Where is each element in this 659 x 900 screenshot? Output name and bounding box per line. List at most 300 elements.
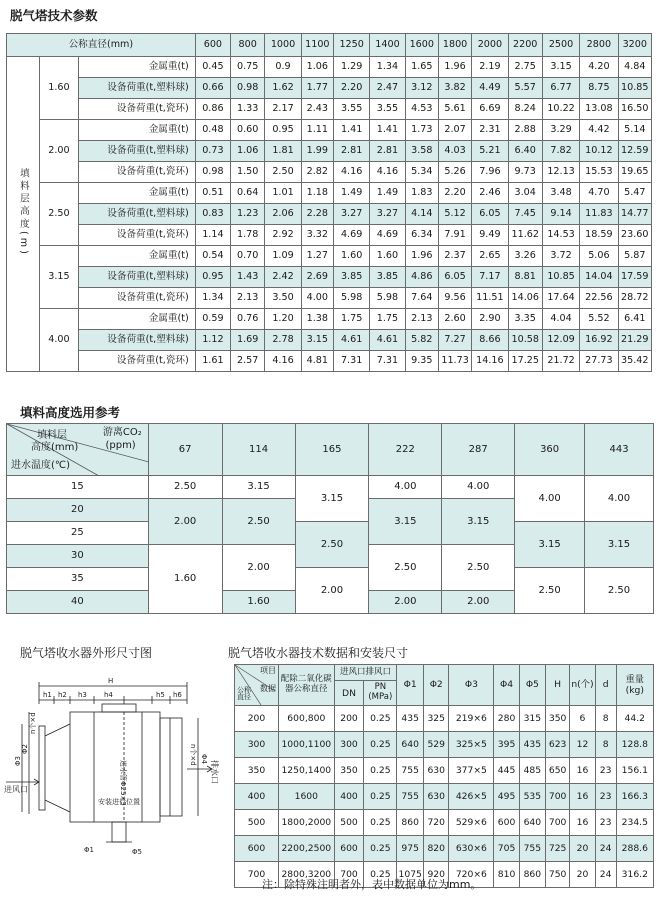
section4-title: 脱气塔收水器技术数据和安装尺寸	[228, 646, 409, 660]
data-cell: 0.25	[364, 862, 397, 888]
temp-30: 30	[7, 545, 149, 568]
data-cell: 860	[519, 862, 545, 888]
value-cell: 0.48	[195, 120, 230, 141]
data-cell: 1250,1400	[278, 758, 334, 784]
data-cell: 395	[494, 732, 519, 758]
value-cell: 12.59	[618, 141, 651, 162]
dim-h1: h1	[43, 691, 52, 699]
value-cell: 2.50	[265, 162, 301, 183]
height-selection-table	[6, 423, 654, 614]
value-cell: 9.35	[405, 351, 438, 372]
value-cell: 3.82	[438, 78, 471, 99]
diameter-header-cell: 2200	[508, 34, 542, 57]
value-cell: 2.88	[508, 120, 542, 141]
diameter-header-cell: 1600	[405, 34, 438, 57]
t3-col-d5: Φ5	[519, 665, 545, 706]
cell: 2.50	[585, 568, 654, 614]
value-cell: 6.69	[472, 99, 508, 120]
corner-co2-label: 游离CO₂	[102, 427, 142, 438]
co2-114: 114	[222, 424, 295, 476]
value-cell: 6.05	[472, 204, 508, 225]
value-cell: 3.48	[542, 183, 579, 204]
value-cell: 1.75	[333, 309, 369, 330]
value-cell: 14.06	[508, 288, 542, 309]
value-cell: 2.13	[405, 309, 438, 330]
value-cell: 3.04	[508, 183, 542, 204]
t3-corner-c: 公称直径	[237, 686, 251, 702]
value-cell: 2.42	[265, 267, 301, 288]
value-cell: 7.27	[438, 330, 471, 351]
value-cell: 21.29	[618, 330, 651, 351]
value-cell: 7.45	[508, 204, 542, 225]
data-cell: 700	[546, 810, 570, 836]
data-cell: 1075	[397, 862, 424, 888]
value-cell: 4.16	[333, 162, 369, 183]
data-cell: 755	[397, 784, 424, 810]
table-row	[235, 784, 654, 810]
data-cell: 12	[570, 732, 595, 758]
diameter-header-cell: 1100	[301, 34, 333, 57]
data-cell: 0.25	[364, 810, 397, 836]
table-row	[7, 351, 652, 372]
section2-title: 填料高度选用参考	[20, 405, 121, 420]
data-cell: 400	[235, 784, 279, 810]
t3-col-d4: Φ4	[494, 665, 519, 706]
value-cell: 1.34	[370, 57, 405, 78]
value-cell: 2.82	[301, 162, 333, 183]
cell: 2.50	[442, 545, 515, 591]
co2-360: 360	[515, 424, 585, 476]
t3-corner-a: 项目	[259, 666, 276, 675]
value-cell: 2.81	[370, 141, 405, 162]
data-cell: 755	[519, 836, 545, 862]
value-cell: 1.96	[438, 57, 471, 78]
data-cell: 0.25	[364, 836, 397, 862]
value-cell: 2.75	[508, 57, 542, 78]
dim-d5: Φ5	[132, 848, 142, 856]
value-cell: 1.11	[301, 120, 333, 141]
value-cell: 0.66	[195, 78, 230, 99]
data-cell: 0.25	[364, 706, 397, 732]
data-cell: 20	[570, 836, 595, 862]
value-cell: 4.61	[370, 330, 405, 351]
value-cell: 4.49	[472, 78, 508, 99]
dim-pipe: 进水管Φ25×3	[119, 760, 127, 806]
data-cell: 426×5	[449, 784, 494, 810]
height-group-label: 4.00	[40, 309, 78, 372]
value-cell: 1.14	[195, 225, 230, 246]
value-cell: 0.73	[195, 141, 230, 162]
value-cell: 4.70	[580, 183, 618, 204]
dim-d2: Φ2	[21, 744, 29, 754]
data-cell: 500	[334, 810, 364, 836]
row-label: 金属重(t)	[78, 246, 195, 267]
row-label: 设备荷重(t,塑料球)	[78, 141, 195, 162]
diameter-header-cell: 600	[195, 34, 230, 57]
data-cell: 350	[235, 758, 279, 784]
collector-outline-drawing	[2, 664, 224, 864]
cell: 2.00	[369, 591, 442, 614]
data-cell: 350	[334, 758, 364, 784]
row-label: 设备荷重(t,瓷环)	[78, 288, 195, 309]
table-row	[7, 78, 652, 99]
value-cell: 1.41	[370, 120, 405, 141]
value-cell: 17.59	[618, 267, 651, 288]
value-cell: 1.73	[405, 120, 438, 141]
footnote: 注：除特殊注明者外，表中数据单位为mm。	[262, 878, 482, 891]
data-cell: 325	[424, 706, 449, 732]
cell: 3.15	[585, 522, 654, 568]
value-cell: 5.34	[405, 162, 438, 183]
data-cell: 810	[494, 862, 519, 888]
dim-nd-right: n个×d	[189, 744, 197, 766]
dim-h3: h3	[78, 691, 87, 699]
data-cell: 200	[235, 706, 279, 732]
value-cell: 8.66	[472, 330, 508, 351]
value-cell: 1.49	[370, 183, 405, 204]
data-cell: 630	[424, 784, 449, 810]
data-cell: 2800,3200	[278, 862, 334, 888]
value-cell: 6.34	[405, 225, 438, 246]
data-cell: 16	[570, 810, 595, 836]
data-cell: 650	[546, 758, 570, 784]
value-cell: 4.20	[580, 57, 618, 78]
value-cell: 10.58	[508, 330, 542, 351]
data-cell: 377×5	[449, 758, 494, 784]
data-cell: 325×5	[449, 732, 494, 758]
row-label: 金属重(t)	[78, 183, 195, 204]
corner-co2-unit: (ppm)	[105, 440, 136, 451]
value-cell: 1.43	[231, 267, 265, 288]
value-cell: 7.82	[542, 141, 579, 162]
value-cell: 12.09	[542, 330, 579, 351]
value-cell: 4.03	[438, 141, 471, 162]
height-group-label: 1.60	[40, 57, 78, 120]
t3-col-dn: DN	[334, 681, 364, 706]
data-cell: 1600	[278, 784, 334, 810]
value-cell: 0.75	[231, 57, 265, 78]
value-cell: 3.15	[301, 330, 333, 351]
value-cell: 2.57	[231, 351, 265, 372]
data-cell: 725	[546, 836, 570, 862]
data-cell: 8	[595, 732, 616, 758]
value-cell: 7.64	[405, 288, 438, 309]
value-cell: 17.64	[542, 288, 579, 309]
data-cell: 350	[546, 706, 570, 732]
corner-temp-label: 进水温度(℃)	[11, 460, 71, 471]
cell: 2.50	[515, 568, 585, 614]
data-cell: 755	[397, 758, 424, 784]
value-cell: 1.18	[301, 183, 333, 204]
value-cell: 3.85	[333, 267, 369, 288]
value-cell: 3.32	[301, 225, 333, 246]
value-cell: 23.60	[618, 225, 651, 246]
data-cell: 975	[397, 836, 424, 862]
value-cell: 2.69	[301, 267, 333, 288]
data-cell: 280	[494, 706, 519, 732]
data-cell: 435	[397, 706, 424, 732]
value-cell: 1.65	[405, 57, 438, 78]
value-cell: 18.59	[580, 225, 618, 246]
diameter-header-cell: 3200	[618, 34, 651, 57]
value-cell: 0.83	[195, 204, 230, 225]
cell: 3.15	[295, 476, 369, 522]
dim-h6: h6	[173, 691, 182, 699]
t3-col-d2: Φ2	[424, 665, 449, 706]
collector-data-table	[234, 664, 654, 888]
value-cell: 1.01	[265, 183, 301, 204]
value-cell: 35.42	[618, 351, 651, 372]
row-label: 设备荷重(t,塑料球)	[78, 267, 195, 288]
cell: 3.15	[442, 499, 515, 545]
value-cell: 8.81	[508, 267, 542, 288]
table-row	[7, 141, 652, 162]
t3-corner	[235, 665, 279, 706]
value-cell: 3.72	[542, 246, 579, 267]
value-cell: 6.40	[508, 141, 542, 162]
value-cell: 6.77	[542, 78, 579, 99]
data-cell: 1000,1100	[278, 732, 334, 758]
row-label: 设备荷重(t,瓷环)	[78, 99, 195, 120]
value-cell: 16.92	[580, 330, 618, 351]
cell: 2.50	[295, 522, 369, 568]
data-cell: 200	[334, 706, 364, 732]
value-cell: 2.31	[472, 120, 508, 141]
value-cell: 0.95	[265, 120, 301, 141]
value-cell: 5.12	[438, 204, 471, 225]
data-cell: 300	[334, 732, 364, 758]
value-cell: 1.06	[231, 141, 265, 162]
cell: 2.50	[222, 499, 295, 545]
co2-67: 67	[148, 424, 222, 476]
table-row	[7, 246, 652, 267]
value-cell: 14.53	[542, 225, 579, 246]
value-cell: 5.98	[333, 288, 369, 309]
cell: 3.15	[515, 522, 585, 568]
data-cell: 600	[334, 836, 364, 862]
corner-height-label2: 高度(mm)	[31, 442, 79, 453]
data-cell: 23	[595, 810, 616, 836]
dim-d3: Φ3	[14, 756, 22, 766]
data-cell: 820	[424, 836, 449, 862]
side-label-fill-height	[7, 57, 40, 372]
cell: 1.60	[148, 545, 222, 614]
value-cell: 1.09	[265, 246, 301, 267]
value-cell: 9.56	[438, 288, 471, 309]
value-cell: 2.65	[472, 246, 508, 267]
value-cell: 12.13	[542, 162, 579, 183]
row-label: 设备荷重(t,瓷环)	[78, 225, 195, 246]
data-cell: 485	[519, 758, 545, 784]
dim-h2: h2	[58, 691, 67, 699]
value-cell: 4.61	[333, 330, 369, 351]
table-row	[235, 758, 654, 784]
value-cell: 16.50	[618, 99, 651, 120]
table-row	[7, 99, 652, 120]
value-cell: 1.12	[195, 330, 230, 351]
value-cell: 1.27	[301, 246, 333, 267]
data-cell: 166.3	[616, 784, 653, 810]
value-cell: 4.81	[301, 351, 333, 372]
data-cell: 1800,2000	[278, 810, 334, 836]
diameter-header-cell: 1000	[265, 34, 301, 57]
table-row	[235, 836, 654, 862]
value-cell: 15.53	[580, 162, 618, 183]
section3-title: 脱气塔收水器外形尺寸图	[20, 646, 153, 660]
data-cell: 24	[595, 836, 616, 862]
diameter-header-cell: 2800	[580, 34, 618, 57]
value-cell: 6.05	[438, 267, 471, 288]
temp-20: 20	[7, 499, 149, 522]
value-cell: 2.92	[265, 225, 301, 246]
table-row	[7, 57, 652, 78]
data-cell: 630	[424, 758, 449, 784]
value-cell: 2.90	[472, 309, 508, 330]
dim-h4: h4	[104, 691, 113, 699]
value-cell: 1.77	[301, 78, 333, 99]
data-cell: 2200,2500	[278, 836, 334, 862]
data-cell: 750	[546, 862, 570, 888]
value-cell: 1.20	[265, 309, 301, 330]
value-cell: 2.20	[438, 183, 471, 204]
value-cell: 7.31	[370, 351, 405, 372]
height-group-label: 3.15	[40, 246, 78, 309]
row-label: 设备荷重(t,瓷环)	[78, 351, 195, 372]
data-cell: 529	[424, 732, 449, 758]
data-cell: 0.25	[364, 758, 397, 784]
value-cell: 2.78	[265, 330, 301, 351]
co2-443: 443	[585, 424, 654, 476]
value-cell: 4.69	[333, 225, 369, 246]
height-group-label: 2.50	[40, 183, 78, 246]
t3-col-pn: PN (MPa)	[364, 681, 397, 706]
data-cell: 400	[334, 784, 364, 810]
diameter-header-cell: 2000	[472, 34, 508, 57]
value-cell: 4.53	[405, 99, 438, 120]
cell: 2.50	[148, 476, 222, 499]
value-cell: 22.56	[580, 288, 618, 309]
value-cell: 1.62	[265, 78, 301, 99]
diameter-header-cell: 1400	[370, 34, 405, 57]
value-cell: 2.20	[333, 78, 369, 99]
value-cell: 11.62	[508, 225, 542, 246]
value-cell: 4.86	[405, 267, 438, 288]
value-cell: 2.07	[438, 120, 471, 141]
data-cell: 6	[570, 706, 595, 732]
value-cell: 0.45	[195, 57, 230, 78]
value-cell: 7.96	[472, 162, 508, 183]
value-cell: 7.91	[438, 225, 471, 246]
diameter-header-cell: 1800	[438, 34, 471, 57]
value-cell: 2.43	[301, 99, 333, 120]
t3-col-co2: 配除二氧化碳器公称直径	[278, 665, 334, 706]
data-cell: 600	[494, 810, 519, 836]
height-group-label: 2.00	[40, 120, 78, 183]
value-cell: 1.50	[231, 162, 265, 183]
cell: 4.00	[369, 476, 442, 499]
data-cell: 288.6	[616, 836, 653, 862]
value-cell: 6.41	[618, 309, 651, 330]
row-label: 设备荷重(t,瓷环)	[78, 162, 195, 183]
value-cell: 2.06	[265, 204, 301, 225]
data-cell: 495	[494, 784, 519, 810]
cell: 2.00	[295, 568, 369, 614]
table-row	[235, 732, 654, 758]
value-cell: 0.54	[195, 246, 230, 267]
cell: 2.00	[222, 545, 295, 591]
data-cell: 860	[397, 810, 424, 836]
value-cell: 1.41	[333, 120, 369, 141]
value-cell: 3.58	[405, 141, 438, 162]
value-cell: 4.16	[370, 162, 405, 183]
data-cell: 16	[570, 784, 595, 810]
diameter-header-label: 公称直径(mm)	[7, 34, 196, 57]
table-row	[7, 309, 652, 330]
value-cell: 1.49	[333, 183, 369, 204]
data-cell: 640	[519, 810, 545, 836]
data-cell: 445	[494, 758, 519, 784]
value-cell: 5.14	[618, 120, 651, 141]
value-cell: 2.19	[472, 57, 508, 78]
temp-35: 35	[7, 568, 149, 591]
value-cell: 3.27	[333, 204, 369, 225]
t3-col-n: n(个)	[570, 665, 595, 706]
value-cell: 5.21	[472, 141, 508, 162]
table-row	[235, 810, 654, 836]
cell: 4.00	[585, 476, 654, 522]
tech-params-table	[6, 33, 652, 372]
diameter-header-cell: 800	[231, 34, 265, 57]
data-cell: 920	[424, 862, 449, 888]
dim-H: H	[108, 677, 114, 685]
row-label: 设备荷重(t,塑料球)	[78, 330, 195, 351]
value-cell: 4.14	[405, 204, 438, 225]
data-cell: 0.25	[364, 732, 397, 758]
value-cell: 17.25	[508, 351, 542, 372]
data-cell: 623	[546, 732, 570, 758]
data-cell: 20	[570, 862, 595, 888]
value-cell: 11.83	[580, 204, 618, 225]
dim-h5: h5	[156, 691, 165, 699]
co2-165: 165	[295, 424, 369, 476]
data-cell: 8	[595, 706, 616, 732]
value-cell: 1.69	[231, 330, 265, 351]
value-cell: 1.78	[231, 225, 265, 246]
value-cell: 9.14	[542, 204, 579, 225]
temp-25: 25	[7, 522, 149, 545]
table-row	[235, 706, 654, 732]
value-cell: 3.85	[370, 267, 405, 288]
value-cell: 5.26	[438, 162, 471, 183]
corner-diagonal-cell	[7, 424, 149, 476]
table-row	[7, 267, 652, 288]
value-cell: 7.17	[472, 267, 508, 288]
value-cell: 19.65	[618, 162, 651, 183]
data-cell: 500	[235, 810, 279, 836]
value-cell: 1.34	[195, 288, 230, 309]
data-cell: 700	[235, 862, 279, 888]
value-cell: 10.22	[542, 99, 579, 120]
cell: 1.60	[222, 591, 295, 614]
value-cell: 0.98	[231, 78, 265, 99]
label-inlet: 进风口	[4, 785, 28, 794]
data-cell: 300	[235, 732, 279, 758]
row-label: 金属重(t)	[78, 309, 195, 330]
data-cell: 316.2	[616, 862, 653, 888]
t3-col-d1: Φ1	[397, 665, 424, 706]
table-row	[7, 330, 652, 351]
value-cell: 5.06	[580, 246, 618, 267]
